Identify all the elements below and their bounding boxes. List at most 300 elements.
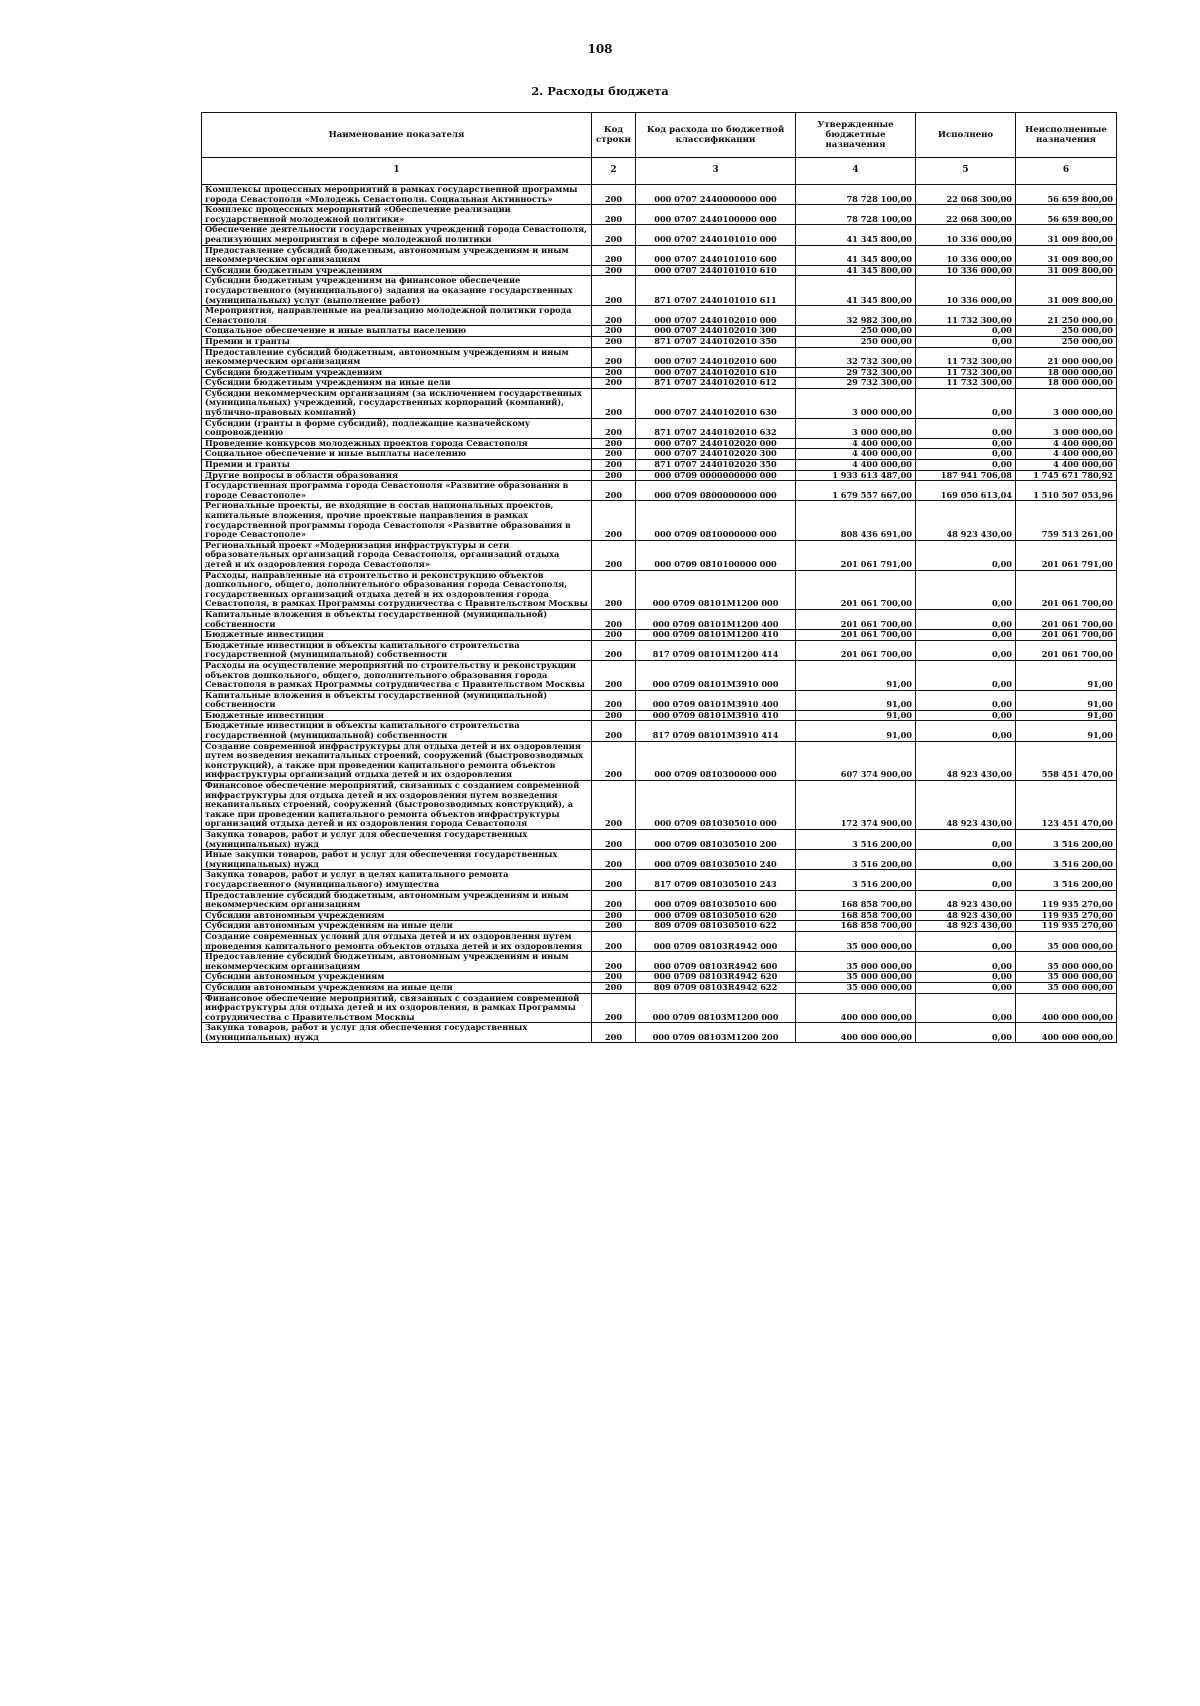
row-classification: 000 0707 2440102010 300 [636,326,796,337]
row-executed: 0,00 [916,418,1016,438]
table-row [202,952,1117,972]
row-approved: 41 345 800,00 [796,276,916,306]
row-code: 200 [592,910,636,921]
row-code: 200 [592,225,636,245]
row-approved: 201 061 700,00 [796,609,916,629]
table-body [202,185,1117,1043]
table-row [202,921,1117,932]
row-classification: 000 0709 0810300000 000 [636,741,796,780]
row-executed: 0,00 [916,570,1016,609]
row-classification: 000 0709 08101M3910 400 [636,690,796,710]
row-code: 200 [592,952,636,972]
row-code: 200 [592,660,636,690]
column-number: 3 [636,158,796,185]
row-unexecuted: 35 000 000,00 [1016,972,1117,983]
row-classification: 000 0707 2440101010 600 [636,245,796,265]
row-approved: 172 374 900,00 [796,781,916,830]
row-classification: 000 0709 08103R4942 600 [636,952,796,972]
row-approved: 250 000,00 [796,336,916,347]
row-name: Создание современной инфраструктуры для отдыха детей и их оздоровления путем возведения некапитальных строений, сооружений (быстровозводимых конструкций), а также при проведении капитального ремонта объектов инфраструктуры организаций отдыха детей и их оздоровления [202,741,592,780]
table-row [202,449,1117,460]
row-unexecuted: 4 400 000,00 [1016,460,1117,471]
row-code: 200 [592,690,636,710]
row-code: 200 [592,306,636,326]
row-executed: 22 068 300,00 [916,185,1016,205]
row-approved: 3 516 200,00 [796,830,916,850]
row-code: 200 [592,781,636,830]
row-name: Комплекс процессных мероприятий «Обеспечение реализации государственной молодежной политики» [202,205,592,225]
row-approved: 400 000 000,00 [796,993,916,1023]
row-classification: 817 0709 08101M1200 414 [636,640,796,660]
table-row [202,982,1117,993]
row-code: 200 [592,336,636,347]
table-row [202,388,1117,418]
row-unexecuted: 3 000 000,00 [1016,388,1117,418]
row-name: Капитальные вложения в объекты государственной (муниципальной) собственности [202,609,592,629]
section-title: 2. Расходы бюджета [531,84,669,98]
row-approved: 1 679 557 667,00 [796,481,916,501]
row-name: Предоставление субсидий бюджетным, автономным учреждениям и иным некоммерческим организациям [202,890,592,910]
row-approved: 201 061 700,00 [796,570,916,609]
row-executed: 0,00 [916,438,1016,449]
row-unexecuted: 3 000 000,00 [1016,418,1117,438]
row-executed: 0,00 [916,540,1016,570]
row-classification: 000 0709 0810100000 000 [636,540,796,570]
row-approved: 91,00 [796,721,916,741]
row-executed: 0,00 [916,326,1016,337]
row-name: Бюджетные инвестиции [202,630,592,641]
row-name: Финансовое обеспечение мероприятий, связанных с созданием современной инфраструктуры для отдыха детей и их оздоровления путем возведения некапитальных строений, сооружений (быстровозводимых конструкций), а также при проведении капитального ремонта объектов инфраструктуры организаций отдыха детей и их оздоровления города Севастополя [202,781,592,830]
row-unexecuted: 56 659 800,00 [1016,205,1117,225]
row-classification: 000 0709 08101M1200 000 [636,570,796,609]
row-code: 200 [592,609,636,629]
row-unexecuted: 3 516 200,00 [1016,830,1117,850]
row-approved: 400 000 000,00 [796,1023,916,1043]
row-unexecuted: 119 935 270,00 [1016,890,1117,910]
column-number: 1 [202,158,592,185]
row-classification: 871 0707 2440102010 612 [636,378,796,389]
row-code: 200 [592,993,636,1023]
table-row [202,609,1117,629]
row-executed: 48 923 430,00 [916,781,1016,830]
row-unexecuted: 558 451 470,00 [1016,741,1117,780]
header-code: Код строки [592,113,636,158]
table-row [202,710,1117,721]
row-code: 200 [592,470,636,481]
table-row [202,630,1117,641]
row-approved: 35 000 000,00 [796,952,916,972]
row-unexecuted: 759 513 261,00 [1016,501,1117,540]
row-unexecuted: 21 000 000,00 [1016,347,1117,367]
row-unexecuted: 35 000 000,00 [1016,931,1117,951]
row-approved: 35 000 000,00 [796,982,916,993]
row-code: 200 [592,721,636,741]
row-name: Премии и гранты [202,460,592,471]
row-approved: 3 000 000,00 [796,418,916,438]
row-unexecuted: 201 061 700,00 [1016,640,1117,660]
row-approved: 29 732 300,00 [796,378,916,389]
header-unexecuted: Неисполненные назначения [1016,113,1117,158]
row-unexecuted: 35 000 000,00 [1016,982,1117,993]
table-row [202,306,1117,326]
table-row [202,347,1117,367]
row-code: 200 [592,1023,636,1043]
row-code: 200 [592,850,636,870]
row-unexecuted: 201 061 700,00 [1016,570,1117,609]
row-approved: 41 345 800,00 [796,265,916,276]
row-name: Субсидии бюджетным учреждениям на финансовое обеспечение государственного (муниципального) задания на оказание государственных (муниципальных) услуг (выполнение работ) [202,276,592,306]
row-approved: 29 732 300,00 [796,367,916,378]
row-executed: 10 336 000,00 [916,225,1016,245]
row-name: Иные закупки товаров, работ и услуг для обеспечения государственных (муниципальных) нужд [202,850,592,870]
row-name: Государственная программа города Севастополя «Развитие образования в городе Севастополе» [202,481,592,501]
row-executed: 48 923 430,00 [916,910,1016,921]
row-unexecuted: 31 009 800,00 [1016,225,1117,245]
table-row [202,205,1117,225]
table-row [202,931,1117,951]
row-unexecuted: 201 061 700,00 [1016,630,1117,641]
row-executed: 0,00 [916,640,1016,660]
table-row [202,781,1117,830]
row-classification: 000 0709 0810305010 620 [636,910,796,921]
table-row [202,640,1117,660]
row-approved: 201 061 791,00 [796,540,916,570]
row-executed: 0,00 [916,972,1016,983]
row-code: 200 [592,449,636,460]
row-approved: 808 436 691,00 [796,501,916,540]
row-code: 200 [592,972,636,983]
row-approved: 91,00 [796,660,916,690]
header-approved: Утвержденные бюджетные назначения [796,113,916,158]
row-code: 200 [592,326,636,337]
row-code: 200 [592,388,636,418]
row-name: Обеспечение деятельности государственных учреждений города Севастополя, реализующих мероприятия в сфере молодежной политики [202,225,592,245]
table-row [202,993,1117,1023]
row-name: Расходы, направленные на строительство и реконструкцию объектов дошкольного, общего, дополнительного образования города Севастополя, государственных организаций отдыха детей и их оздоровления города Севастополя, в рамках Программы сотрудничества с Правительством Москвы [202,570,592,609]
row-name: Капитальные вложения в объекты государственной (муниципальной) собственности [202,690,592,710]
table-row [202,225,1117,245]
table-header-row [202,113,1117,158]
row-unexecuted: 400 000 000,00 [1016,1023,1117,1043]
row-name: Субсидии автономным учреждениям на иные цели [202,921,592,932]
row-unexecuted: 400 000 000,00 [1016,993,1117,1023]
column-number: 4 [796,158,916,185]
row-name: Предоставление субсидий бюджетным, автономным учреждениям и иным некоммерческим организациям [202,952,592,972]
row-unexecuted: 201 061 791,00 [1016,540,1117,570]
row-code: 200 [592,830,636,850]
row-approved: 4 400 000,00 [796,460,916,471]
row-approved: 78 728 100,00 [796,185,916,205]
row-executed: 0,00 [916,721,1016,741]
row-classification: 000 0709 0810305010 600 [636,890,796,910]
row-name: Расходы на осуществление мероприятий по строительству и реконструкции объектов дошкольного, общего, дополнительного образования города Севастополя в рамках Программы сотрудничества с Правительством Москвы [202,660,592,690]
row-executed: 0,00 [916,993,1016,1023]
row-unexecuted: 21 250 000,00 [1016,306,1117,326]
row-classification: 000 0709 08101M3910 410 [636,710,796,721]
row-classification: 000 0709 0800000000 000 [636,481,796,501]
row-unexecuted: 119 935 270,00 [1016,910,1117,921]
row-name: Предоставление субсидий бюджетным, автономным учреждениям и иным некоммерческим организациям [202,245,592,265]
row-unexecuted: 201 061 700,00 [1016,609,1117,629]
row-classification: 000 0707 2440101010 610 [636,265,796,276]
row-code: 200 [592,378,636,389]
row-name: Закупка товаров, работ и услуг в целях капитального ремонта государственного (муниципального) имущества [202,870,592,890]
row-code: 200 [592,870,636,890]
row-name: Бюджетные инвестиции в объекты капитального строительства государственной (муниципальной) собственности [202,640,592,660]
row-classification: 000 0709 08103M1200 200 [636,1023,796,1043]
row-code: 200 [592,540,636,570]
row-classification: 871 0707 2440101010 611 [636,276,796,306]
row-name: Региональные проекты, не входящие в состав национальных проектов, капитальные вложения, прочие проектные направления в рамках государственной программы города Севастополя «Развитие образования в городе Севастополе» [202,501,592,540]
row-approved: 1 933 613 487,00 [796,470,916,481]
row-executed: 0,00 [916,710,1016,721]
table-row [202,460,1117,471]
table-row [202,540,1117,570]
row-name: Субсидии бюджетным учреждениям [202,367,592,378]
row-approved: 3 516 200,00 [796,850,916,870]
row-name: Субсидии бюджетным учреждениям [202,265,592,276]
row-executed: 0,00 [916,870,1016,890]
row-name: Социальное обеспечение и иные выплаты населению [202,326,592,337]
table-row [202,870,1117,890]
row-name: Проведение конкурсов молодежных проектов города Севастополя [202,438,592,449]
budget-expenses-table [201,112,1117,1043]
table-row [202,721,1117,741]
row-code: 200 [592,630,636,641]
column-number: 2 [592,158,636,185]
row-classification: 000 0709 0000000000 000 [636,470,796,481]
table-row [202,378,1117,389]
row-classification: 871 0707 2440102010 350 [636,336,796,347]
row-approved: 91,00 [796,710,916,721]
row-executed: 187 941 706,08 [916,470,1016,481]
row-name: Субсидии автономным учреждениям на иные цели [202,982,592,993]
row-name: Субсидии (гранты в форме субсидий), подлежащие казначейскому сопровождению [202,418,592,438]
row-name: Социальное обеспечение и иные выплаты населению [202,449,592,460]
row-name: Предоставление субсидий бюджетным, автономным учреждениям и иным некоммерческим организациям [202,347,592,367]
table-row [202,830,1117,850]
row-classification: 000 0707 2440100000 000 [636,205,796,225]
row-classification: 000 0709 08103M1200 000 [636,993,796,1023]
table-row [202,481,1117,501]
row-classification: 871 0707 2440102020 350 [636,460,796,471]
row-approved: 201 061 700,00 [796,640,916,660]
row-approved: 3 516 200,00 [796,870,916,890]
table-row [202,276,1117,306]
row-code: 200 [592,501,636,540]
row-classification: 000 0709 0810305010 000 [636,781,796,830]
table-row [202,265,1117,276]
table-row [202,660,1117,690]
row-name: Премии и гранты [202,336,592,347]
row-executed: 0,00 [916,931,1016,951]
row-name: Закупка товаров, работ и услуг для обеспечения государственных (муниципальных) нужд [202,1023,592,1043]
row-code: 200 [592,921,636,932]
row-executed: 10 336 000,00 [916,276,1016,306]
table-row [202,910,1117,921]
row-unexecuted: 31 009 800,00 [1016,265,1117,276]
row-classification: 817 0709 0810305010 243 [636,870,796,890]
row-executed: 0,00 [916,449,1016,460]
row-approved: 78 728 100,00 [796,205,916,225]
row-code: 200 [592,570,636,609]
row-unexecuted: 18 000 000,00 [1016,367,1117,378]
row-executed: 48 923 430,00 [916,741,1016,780]
row-executed: 11 732 300,00 [916,367,1016,378]
row-executed: 0,00 [916,982,1016,993]
row-unexecuted: 4 400 000,00 [1016,449,1117,460]
row-classification: 000 0707 2440102010 630 [636,388,796,418]
row-name: Закупка товаров, работ и услуг для обеспечения государственных (муниципальных) нужд [202,830,592,850]
row-unexecuted: 18 000 000,00 [1016,378,1117,389]
row-unexecuted: 91,00 [1016,721,1117,741]
row-classification: 000 0709 08101M1200 410 [636,630,796,641]
row-executed: 0,00 [916,1023,1016,1043]
row-classification: 000 0709 08103R4942 000 [636,931,796,951]
table-row [202,418,1117,438]
row-approved: 91,00 [796,690,916,710]
row-approved: 4 400 000,00 [796,438,916,449]
row-code: 200 [592,710,636,721]
row-unexecuted: 123 451 470,00 [1016,781,1117,830]
row-unexecuted: 91,00 [1016,690,1117,710]
row-name: Финансовое обеспечение мероприятий, связанных с созданием современной инфраструктуры для отдыха детей и их оздоровления, в рамках Программы сотрудничества с Правительством Москвы [202,993,592,1023]
row-executed: 11 732 300,00 [916,306,1016,326]
row-unexecuted: 56 659 800,00 [1016,185,1117,205]
row-unexecuted: 1 745 671 780,92 [1016,470,1117,481]
row-executed: 0,00 [916,660,1016,690]
row-classification: 000 0709 0810305010 200 [636,830,796,850]
table-row [202,367,1117,378]
row-name: Субсидии автономным учреждениям [202,910,592,921]
row-name: Субсидии некоммерческим организациям (за исключением государственных (муниципальных) учреждений, государственных корпораций (компаний), публично-правовых компаний) [202,388,592,418]
row-unexecuted: 35 000 000,00 [1016,952,1117,972]
row-name: Создание современных условий для отдыха детей и их оздоровления путем проведения капитального ремонта объектов отдыха детей и их оздоровления [202,931,592,951]
row-executed: 0,00 [916,336,1016,347]
row-code: 200 [592,185,636,205]
column-number: 6 [1016,158,1117,185]
row-executed: 22 068 300,00 [916,205,1016,225]
row-name: Мероприятия, направленные на реализацию молодежной политики города Севастополя [202,306,592,326]
table-row [202,245,1117,265]
row-executed: 11 732 300,00 [916,378,1016,389]
row-approved: 168 858 700,00 [796,910,916,921]
row-executed: 0,00 [916,830,1016,850]
row-classification: 809 0709 0810305010 622 [636,921,796,932]
row-executed: 0,00 [916,952,1016,972]
table-row [202,336,1117,347]
row-name: Субсидии бюджетным учреждениям на иные цели [202,378,592,389]
row-name: Региональный проект «Модернизация инфраструктуры и сети образовательных организаций города Севастополя, организаций отдыха детей и их оздоровления города Севастополя» [202,540,592,570]
row-approved: 250 000,00 [796,326,916,337]
row-unexecuted: 119 935 270,00 [1016,921,1117,932]
row-unexecuted: 31 009 800,00 [1016,276,1117,306]
row-executed: 0,00 [916,850,1016,870]
row-classification: 000 0709 0810000000 000 [636,501,796,540]
column-number: 5 [916,158,1016,185]
table-row [202,850,1117,870]
row-code: 200 [592,931,636,951]
row-approved: 32 982 300,00 [796,306,916,326]
table-row [202,972,1117,983]
row-classification: 000 0709 08101M3910 000 [636,660,796,690]
row-approved: 607 374 900,00 [796,741,916,780]
row-name: Другие вопросы в области образования [202,470,592,481]
row-code: 200 [592,890,636,910]
row-executed: 11 732 300,00 [916,347,1016,367]
row-classification: 871 0707 2440102010 632 [636,418,796,438]
row-executed: 48 923 430,00 [916,501,1016,540]
table-row [202,501,1117,540]
row-approved: 201 061 700,00 [796,630,916,641]
row-classification: 817 0709 08101M3910 414 [636,721,796,741]
row-unexecuted: 3 516 200,00 [1016,870,1117,890]
row-executed: 0,00 [916,630,1016,641]
row-code: 200 [592,265,636,276]
row-executed: 10 336 000,00 [916,265,1016,276]
row-code: 200 [592,640,636,660]
row-executed: 0,00 [916,388,1016,418]
table-row [202,326,1117,337]
row-name: Субсидии автономным учреждениям [202,972,592,983]
row-approved: 32 732 300,00 [796,347,916,367]
row-executed: 48 923 430,00 [916,890,1016,910]
row-approved: 35 000 000,00 [796,972,916,983]
row-classification: 000 0709 0810305010 240 [636,850,796,870]
row-code: 200 [592,438,636,449]
row-classification: 000 0707 2440102010 000 [636,306,796,326]
page-number: 108 [587,42,613,56]
column-number-row [202,158,1117,185]
row-unexecuted: 250 000,00 [1016,326,1117,337]
row-unexecuted: 250 000,00 [1016,336,1117,347]
table-row [202,185,1117,205]
row-classification: 000 0707 2440102010 610 [636,367,796,378]
row-approved: 41 345 800,00 [796,225,916,245]
row-classification: 000 0707 2440101010 000 [636,225,796,245]
row-name: Бюджетные инвестиции в объекты капитального строительства государственной (муниципальной) собственности [202,721,592,741]
row-unexecuted: 91,00 [1016,660,1117,690]
table-row [202,438,1117,449]
table-row [202,890,1117,910]
row-classification: 000 0709 08101M1200 400 [636,609,796,629]
header-classification: Код расхода по бюджетной классификации [636,113,796,158]
row-approved: 168 858 700,00 [796,890,916,910]
row-classification: 000 0709 08103R4942 620 [636,972,796,983]
table-row [202,570,1117,609]
row-classification: 000 0707 2440102010 600 [636,347,796,367]
row-approved: 3 000 000,00 [796,388,916,418]
row-name: Комплексы процессных мероприятий в рамках государственной программы города Севастополя «Молодежь Севастополя. Социальная Активность» [202,185,592,205]
row-code: 200 [592,367,636,378]
table-row [202,1023,1117,1043]
row-code: 200 [592,205,636,225]
row-code: 200 [592,347,636,367]
row-executed: 0,00 [916,690,1016,710]
row-approved: 4 400 000,00 [796,449,916,460]
row-classification: 809 0709 08103R4942 622 [636,982,796,993]
row-classification: 000 0707 2440000000 000 [636,185,796,205]
table-row [202,741,1117,780]
row-code: 200 [592,460,636,471]
row-unexecuted: 91,00 [1016,710,1117,721]
row-unexecuted: 4 400 000,00 [1016,438,1117,449]
row-unexecuted: 1 510 507 053,96 [1016,481,1117,501]
row-classification: 000 0707 2440102020 000 [636,438,796,449]
row-unexecuted: 31 009 800,00 [1016,245,1117,265]
row-executed: 0,00 [916,460,1016,471]
row-code: 200 [592,481,636,501]
